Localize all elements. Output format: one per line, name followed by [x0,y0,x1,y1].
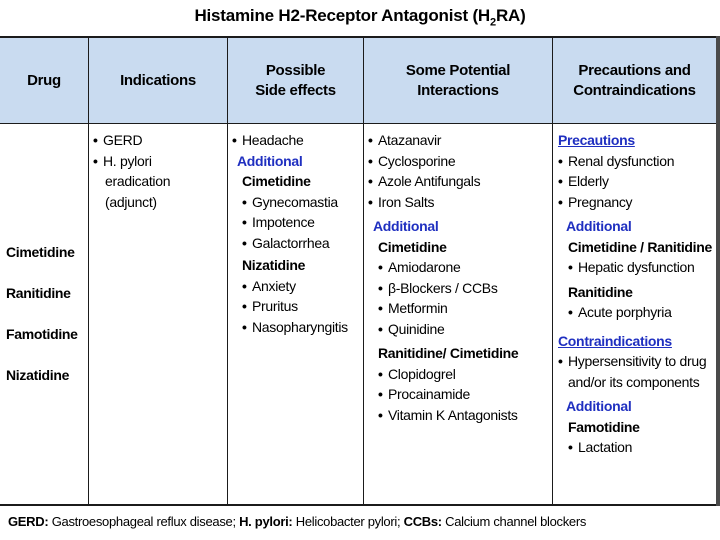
list-item: • GERD [93,132,143,148]
header-side-effects-line-1: Possible [265,62,326,79]
header-interactions [364,38,552,124]
header-indications-label: Indications [120,72,196,89]
side-effects-cell [232,130,348,337]
additional-label: Additional [237,152,303,169]
list-item: • Anxiety [242,277,296,294]
list-item: • Hypersensitivity to drug [558,353,707,369]
drug-subheading: Ranitidine/ Cimetidine [378,345,519,361]
list-item-text: Cyclosporine [378,152,456,169]
list-item-text: β-Blockers / CCBs [388,279,498,296]
list-item-text: Azole Antifungals [378,173,481,189]
list-item: • Iron Salts [368,193,435,210]
header-interactions-line-1: Some Potential [405,62,511,79]
drug-subheading: Famotidine [568,418,640,435]
slide-edge-shadow [716,36,720,506]
list-item-text: Metformin [388,300,448,316]
list-item: • Cyclosporine [368,152,456,169]
list-item: • Acute porphyria [568,304,672,320]
header-precautions-line-2: Contraindications [573,82,696,99]
list-item-text: Headache [242,132,304,148]
list-item: • Pruritus [242,298,298,314]
header-precautions [553,38,716,124]
list-item: • Hepatic dysfunction [568,259,695,275]
header-side-effects [228,38,363,124]
list-item: • β-Blockers / CCBs [378,279,498,296]
footer-abbr: CCBs: [403,514,442,529]
list-item: • Renal dysfunction [558,152,675,169]
column-divider [363,38,364,504]
list-item: • Metformin [378,300,448,316]
list-item: • Procainamide [378,386,470,402]
drug-subheading: Cimetidine [378,238,447,255]
list-item: • Impotence [242,214,315,230]
list-item-text: Procainamide [388,386,470,402]
list-item: • Azole Antifungals [368,173,481,189]
drug-name: Famotidine [6,326,78,342]
list-item-text: Elderly [568,173,609,189]
table-header-row [0,38,720,124]
list-item-text: Lactation [578,439,633,455]
interactions-cell [368,130,518,425]
list-item-text: Renal dysfunction [568,152,675,169]
list-item-continuation: (adjunct) [105,193,157,210]
additional-label: Additional [566,398,632,414]
list-item: • H. pylori [93,152,152,169]
list-item-text: Amiodarone [388,259,461,275]
header-indications [89,38,227,124]
header-precautions-line-1: Precautions and [578,62,691,79]
list-item-text: Anxiety [252,277,296,294]
list-item: • Clopidogrel [378,365,456,382]
list-item-continuation: and/or its components [568,373,700,390]
drug-subheading: Nizatidine [242,257,306,273]
list-item: • Lactation [568,439,633,455]
list-item: • Amiodarone [378,259,461,275]
list-item-text: Clopidogrel [388,365,456,382]
list-item-text: Iron Salts [378,193,435,210]
page-title [0,6,720,28]
title-end: RA) [495,6,526,25]
title-subscript: 2 [490,16,496,29]
title-text: Histamine H2-Receptor Antagonist (H [194,6,491,25]
footer-text: Gastroesophageal reflux disease; [48,514,240,529]
drug-table [0,36,720,506]
drug-subheading: Cimetidine [242,173,311,189]
list-item: • Gynecomastia [242,193,338,210]
footer-abbr: GERD: [8,514,49,529]
header-drug-label: Drug [27,72,61,89]
indications-cell [93,130,170,212]
list-item: • Nasopharyngitis [242,318,348,335]
list-item-text: Nasopharyngitis [252,318,348,335]
list-item: • Vitamin K Antagonists [378,406,518,423]
additional-label: Additional [566,218,632,234]
list-item: • Galactorrhea [242,234,330,251]
footer-text: Helicobacter pylori; [292,514,404,529]
additional-label: Additional [373,218,439,234]
column-divider [88,38,89,504]
list-item-text: GERD [103,132,143,148]
list-item-text: Hypersensitivity to drug [568,353,707,369]
list-item-continuation: eradication [105,173,171,189]
list-item-text: Pregnancy [568,193,633,210]
header-interactions-line-2: Interactions [417,82,499,99]
drug-name: Cimetidine [6,244,75,260]
footer-abbr: H. pylori: [239,514,293,529]
footer-text: Calcium channel blockers [441,514,587,529]
header-drug [0,38,88,124]
list-item: • Elderly [558,173,609,189]
list-item-text: Pruritus [252,298,298,314]
list-item: • Quinidine [378,320,445,337]
drug-name: Ranitidine [6,285,71,301]
list-item: • Headache [232,132,304,148]
list-item-text: Quinidine [388,320,445,337]
list-item-text: Vitamin K Antagonists [388,406,518,423]
list-item-text: Atazanavir [378,132,442,148]
precautions-cell [558,130,712,458]
list-item: • Atazanavir [368,132,442,148]
list-item-text: Impotence [252,214,315,230]
header-side-effects-line-2: Side effects [255,82,336,99]
column-divider [227,38,228,504]
list-item-text: Galactorrhea [252,234,330,251]
drug-subheading: Cimetidine / Ranitidine [568,238,713,255]
list-item-text: Acute porphyria [578,304,672,320]
column-divider [552,38,553,504]
list-item-text: Gynecomastia [252,193,338,210]
precautions-heading: Precautions [558,132,635,148]
list-item-text: H. pylori [103,152,152,169]
drug-name: Nizatidine [6,367,70,383]
list-item-text: Hepatic dysfunction [578,259,695,275]
contraindications-heading: Contraindications [558,332,672,349]
drug-subheading: Ranitidine [568,283,633,300]
abbreviations-footer [8,514,586,529]
list-item: • Pregnancy [558,193,633,210]
